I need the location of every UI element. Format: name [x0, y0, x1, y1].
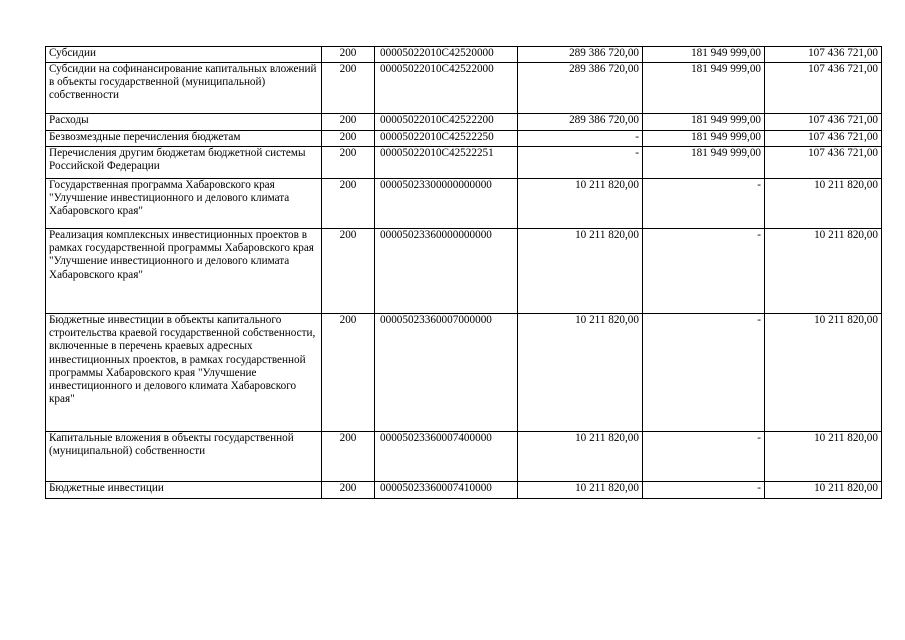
row-code-cell: 200: [322, 314, 375, 432]
row-classification-code-cell: 00005023360007400000: [375, 432, 518, 482]
row-unexecuted-cell: 10 211 820,00: [765, 179, 882, 229]
row-code-cell: 200: [322, 432, 375, 482]
row-code-cell: 200: [322, 114, 375, 131]
row-classification-code-cell: 00005022010C42522000: [375, 63, 518, 114]
table-row: [46, 47, 882, 63]
row-name-cell: Государственная программа Хабаровского края "Улучшение инвестиционного и делового климата Хабаровского края": [46, 179, 322, 229]
row-name-cell: Бюджетные инвестиции: [46, 482, 322, 499]
row-approved-cell: 289 386 720,00: [518, 114, 643, 131]
row-executed-cell: 181 949 999,00: [643, 131, 765, 147]
row-executed-cell: 181 949 999,00: [643, 47, 765, 63]
row-executed-cell: 181 949 999,00: [643, 114, 765, 131]
row-classification-code-cell: 00005023360000000000: [375, 229, 518, 314]
row-name-cell: Бюджетные инвестиции в объекты капитального строительства краевой государственной собственности, включенные в перечень краевых адресных инвестиционных проектов, в рамках государственной программы Хабаровского края "Улучшение инвестиционного и делового климата Хабаровского края": [46, 314, 322, 432]
row-approved-cell: -: [518, 131, 643, 147]
row-code-cell: 200: [322, 63, 375, 114]
table-row: [46, 432, 882, 482]
row-name-cell: Перечисления другим бюджетам бюджетной системы Российской Федерации: [46, 147, 322, 179]
row-code-cell: 200: [322, 229, 375, 314]
row-approved-cell: 10 211 820,00: [518, 482, 643, 499]
row-name-cell: Реализация комплексных инвестиционных проектов в рамках государственной программы Хабаровского края "Улучшение инвестиционного и делового климата Хабаровского края": [46, 229, 322, 314]
row-approved-cell: 289 386 720,00: [518, 63, 643, 114]
row-classification-code-cell: 00005023300000000000: [375, 179, 518, 229]
row-unexecuted-cell: 107 436 721,00: [765, 63, 882, 114]
row-executed-cell: -: [643, 432, 765, 482]
row-executed-cell: -: [643, 482, 765, 499]
row-code-cell: 200: [322, 179, 375, 229]
row-unexecuted-cell: 107 436 721,00: [765, 47, 882, 63]
row-name-cell: Безвозмездные перечисления бюджетам: [46, 131, 322, 147]
budget-execution-table: [45, 46, 882, 499]
table-row: [46, 131, 882, 147]
row-code-cell: 200: [322, 47, 375, 63]
row-unexecuted-cell: 10 211 820,00: [765, 432, 882, 482]
row-classification-code-cell: 00005022010C42522250: [375, 131, 518, 147]
row-approved-cell: 10 211 820,00: [518, 229, 643, 314]
row-classification-code-cell: 00005023360007000000: [375, 314, 518, 432]
row-code-cell: 200: [322, 482, 375, 499]
row-classification-code-cell: 00005022010C42522200: [375, 114, 518, 131]
row-approved-cell: -: [518, 147, 643, 179]
row-unexecuted-cell: 107 436 721,00: [765, 114, 882, 131]
row-approved-cell: 10 211 820,00: [518, 179, 643, 229]
row-executed-cell: -: [643, 179, 765, 229]
row-code-cell: 200: [322, 131, 375, 147]
row-classification-code-cell: 00005023360007410000: [375, 482, 518, 499]
table-row: [46, 63, 882, 114]
row-name-cell: Субсидии: [46, 47, 322, 63]
row-code-cell: 200: [322, 147, 375, 179]
table-row: [46, 179, 882, 229]
row-executed-cell: -: [643, 314, 765, 432]
row-executed-cell: 181 949 999,00: [643, 63, 765, 114]
row-classification-code-cell: 00005022010C42520000: [375, 47, 518, 63]
row-name-cell: Расходы: [46, 114, 322, 131]
table-row: [46, 229, 882, 314]
row-unexecuted-cell: 107 436 721,00: [765, 131, 882, 147]
table-row: [46, 482, 882, 499]
row-name-cell: Субсидии на софинансирование капитальных вложений в объекты государственной (муниципальной) собственности: [46, 63, 322, 114]
row-approved-cell: 10 211 820,00: [518, 314, 643, 432]
row-approved-cell: 289 386 720,00: [518, 47, 643, 63]
row-unexecuted-cell: 10 211 820,00: [765, 482, 882, 499]
table-row: [46, 314, 882, 432]
row-unexecuted-cell: 107 436 721,00: [765, 147, 882, 179]
row-approved-cell: 10 211 820,00: [518, 432, 643, 482]
row-executed-cell: 181 949 999,00: [643, 147, 765, 179]
row-unexecuted-cell: 10 211 820,00: [765, 314, 882, 432]
table-row: [46, 114, 882, 131]
row-executed-cell: -: [643, 229, 765, 314]
row-unexecuted-cell: 10 211 820,00: [765, 229, 882, 314]
table-row: [46, 147, 882, 179]
row-classification-code-cell: 00005022010C42522251: [375, 147, 518, 179]
row-name-cell: Капитальные вложения в объекты государственной (муниципальной) собственности: [46, 432, 322, 482]
